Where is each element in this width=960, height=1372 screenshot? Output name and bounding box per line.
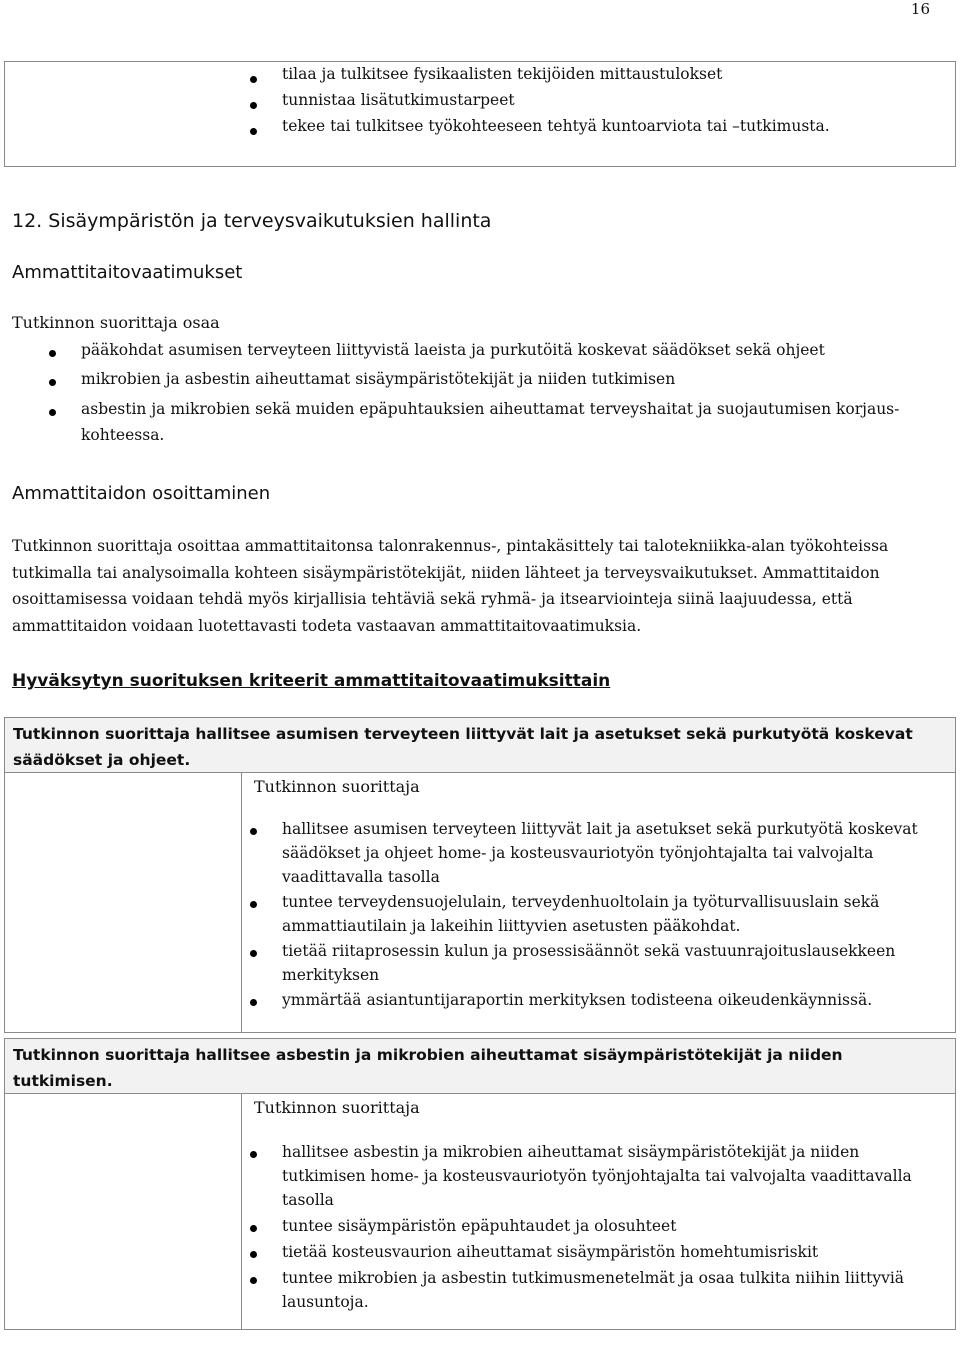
list-item: tuntee sisäympäristön epäpuhtaudet ja olosuhteet <box>282 1217 677 1235</box>
criteria-title: Hyväksytyn suorituksen kriteerit ammattitaitovaatimuksittain <box>12 671 611 691</box>
bullet-icon <box>250 1225 257 1232</box>
criteria-heading: Tutkinnon suorittaja hallitsee asumisen terveyteen liittyvät lait ja asetukset sekä purkutyötä koskevat säädökset ja ohjeet. <box>4 717 956 773</box>
bullet-icon <box>250 1277 257 1284</box>
bullet-icon <box>49 379 56 386</box>
bullet-icon <box>49 350 56 357</box>
requirements-title: Ammattitaitovaatimukset <box>12 262 243 283</box>
list-item: hallitsee asumisen terveyteen liittyvät lait ja asetukset sekä purkutyötä koskevat säädökset ja ohjeet home- ja kosteusvauriotyön työnjohtajalta tai valvojalta vaadittavalla tasolla <box>282 820 918 886</box>
bullet-icon <box>250 828 257 835</box>
criteria-heading: Tutkinnon suorittaja hallitsee asbestin ja mikrobien aiheuttamat sisäympäristötekijät ja niiden tutkimisen. <box>4 1038 956 1094</box>
bullet-icon <box>250 1251 257 1258</box>
demonstration-paragraph: Tutkinnon suorittaja osoittaa ammattitaitonsa talonrakennus-, pintakäsittely tai talotekniikka-alan työkohteissa tutkimalla tai analysoimalla kohteen sisäympäristötekijät, niiden lähteet ja terveysvaikutukset. Ammattitaidon osoittamisessa voidaan tehdä myös kirjallisia tehtäviä sekä ryhmä- ja itsearviointeja siinä laajuudessa, että ammattitaidon voidaan luotettavasti todeta vastaavan ammattitaitovaatimuksia. <box>12 537 889 635</box>
criteria-subject: Tutkinnon suorittaja <box>254 1098 420 1117</box>
bullet-icon <box>250 102 257 109</box>
bullet-icon <box>250 999 257 1006</box>
bullet-icon <box>49 409 56 416</box>
bullet-icon <box>250 1151 257 1158</box>
list-item: asbestin ja mikrobien sekä muiden epäpuhtauksien aiheuttamat terveyshaitat ja suojautumisen korjaus- <box>81 400 900 418</box>
bullet-icon <box>250 950 257 957</box>
requirements-intro: Tutkinnon suorittaja osaa <box>12 313 220 332</box>
list-item: tuntee terveydensuojelulain, terveydenhuoltolain ja työturvallisuuslain sekä ammattiautilain ja lakeihin liittyvien asetusten pääkohdat. <box>282 893 880 935</box>
continued-criteria-box <box>4 61 956 167</box>
list-item: tekee tai tulkitsee työkohteeseen tehtyä kuntoarviota tai –tutkimusta. <box>282 117 830 135</box>
list-item: ymmärtää asiantuntijaraportin merkityksen todisteena oikeudenkäynnissä. <box>282 991 873 1009</box>
list-item-continuation: kohteessa. <box>81 426 165 444</box>
bullet-icon <box>250 901 257 908</box>
criteria-body <box>4 773 956 1033</box>
bullet-icon <box>250 128 257 135</box>
demonstration-title: Ammattitaidon osoittaminen <box>12 483 271 504</box>
list-item: tietää kosteusvaurion aiheuttamat sisäympäristön homehtumisriskit <box>282 1243 819 1261</box>
list-item: hallitsee asbestin ja mikrobien aiheuttamat sisäympäristötekijät ja niiden tutkimisen home- ja kosteusvauriotyön työnjohtajalta tai valvojalta vaadittavalla tasolla <box>282 1143 912 1209</box>
list-item: mikrobien ja asbestin aiheuttamat sisäympäristötekijät ja niiden tutkimisen <box>81 370 676 388</box>
list-item: pääkohdat asumisen terveyteen liittyvistä laeista ja purkutöitä koskevat säädökset sekä ohjeet <box>81 341 825 359</box>
list-item: tuntee mikrobien ja asbestin tutkimusmenetelmät ja osaa tulkita niihin liittyviä lausuntoja. <box>282 1269 905 1311</box>
bullet-icon <box>250 76 257 83</box>
criteria-body <box>4 1094 956 1330</box>
list-item: tunnistaa lisätutkimustarpeet <box>282 91 515 109</box>
list-item: tietää riitaprosessin kulun ja prosessisäännöt sekä vastuunrajoituslausekkeen merkityksen <box>282 942 896 984</box>
page-number: 16 <box>910 0 930 18</box>
section-heading: 12. Sisäympäristön ja terveysvaikutuksien hallinta <box>12 210 492 232</box>
list-item: tilaa ja tulkitsee fysikaalisten tekijöiden mittaustulokset <box>282 65 723 83</box>
criteria-subject: Tutkinnon suorittaja <box>254 777 420 796</box>
